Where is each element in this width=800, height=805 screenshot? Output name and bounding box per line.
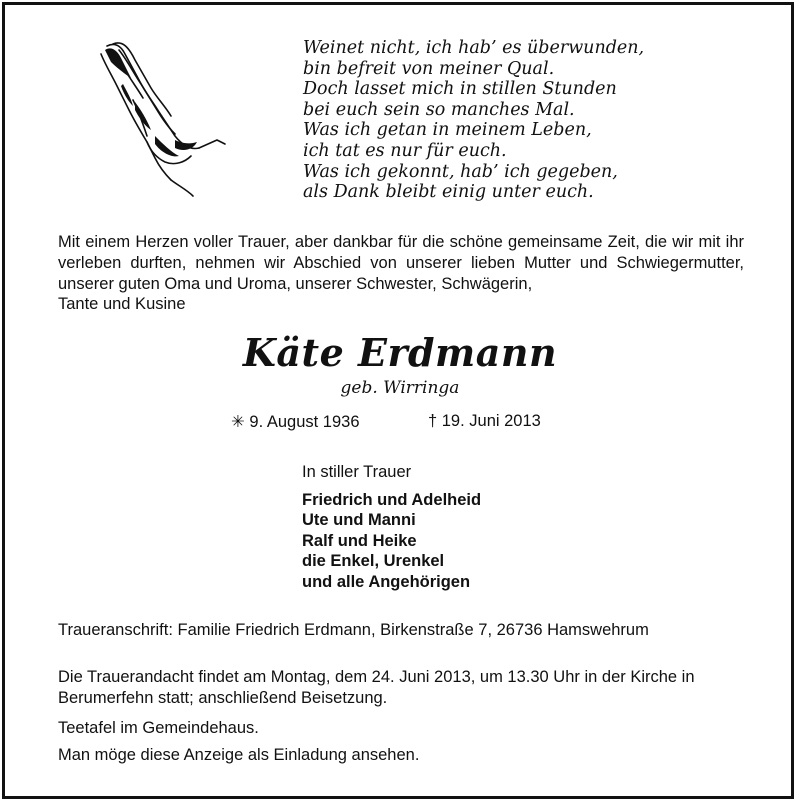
intro-body: Mit einem Herzen voller Trauer, aber dankbar für die schöne gemeinsame Zeit, die wir mit ihr verleben durften, nehmen wir Abschied von unserer lieben Mutter und Schwiegermutter, unserer guten Oma und Uroma, unserer Schwester, Schwägerin, (58, 233, 744, 293)
invitation-note: Man möge diese Anzeige als Einladung ansehen. (58, 746, 420, 764)
poem-line: bin befreit von meiner Qual. (303, 58, 555, 79)
poem-line: Weinet nicht, ich hab’ es überwunden, (303, 38, 645, 58)
mourning-heading: In stiller Trauer (302, 463, 412, 481)
poem-line: ich tat es nur für euch. (303, 140, 507, 161)
birth-date: ✳ 9. August 1936 (231, 413, 360, 431)
mourning-address: Traueranschrift: Familie Friedrich Erdmann, Birkenstraße 7, 26736 Hamswehrum (58, 621, 649, 639)
poem-line: Was ich getan in meinem Leben, (303, 120, 592, 141)
poem-line: bei euch sein so manches Mal. (303, 99, 575, 120)
tea-info: Teetafel im Gemeindehaus. (58, 719, 259, 737)
birth-name: geb. Wirringa (340, 378, 460, 398)
mourner-name: Ute und Manni (302, 511, 416, 530)
intro-text (58, 232, 744, 315)
mourners-list (302, 490, 481, 592)
mourner-name: die Enkel, Urenkel (302, 552, 445, 571)
mourner-name: Friedrich und Adelheid (302, 491, 482, 509)
service-info: Die Trauerandacht findet am Montag, dem 24. Juni 2013, um 13.30 Uhr in der Kirche in Berumerfehn statt; anschließend Beisetzung. (58, 668, 695, 707)
death-date: † 19. Juni 2013 (428, 412, 541, 430)
poem-line: Doch lasset mich in stillen Stunden (303, 79, 617, 100)
poem (303, 38, 644, 203)
poem-line: als Dank bleibt einig unter euch. (303, 182, 594, 203)
mourner-name: und alle Angehörigen (302, 572, 471, 591)
intro-last-line: Tante und Kusine (58, 295, 186, 314)
poem-line: Was ich gekonnt, hab’ ich gegeben, (303, 161, 618, 182)
deceased-name: Käte Erdmann (242, 330, 558, 375)
mourner-name: Ralf und Heike (302, 531, 417, 550)
praying-hands-icon (95, 40, 230, 198)
